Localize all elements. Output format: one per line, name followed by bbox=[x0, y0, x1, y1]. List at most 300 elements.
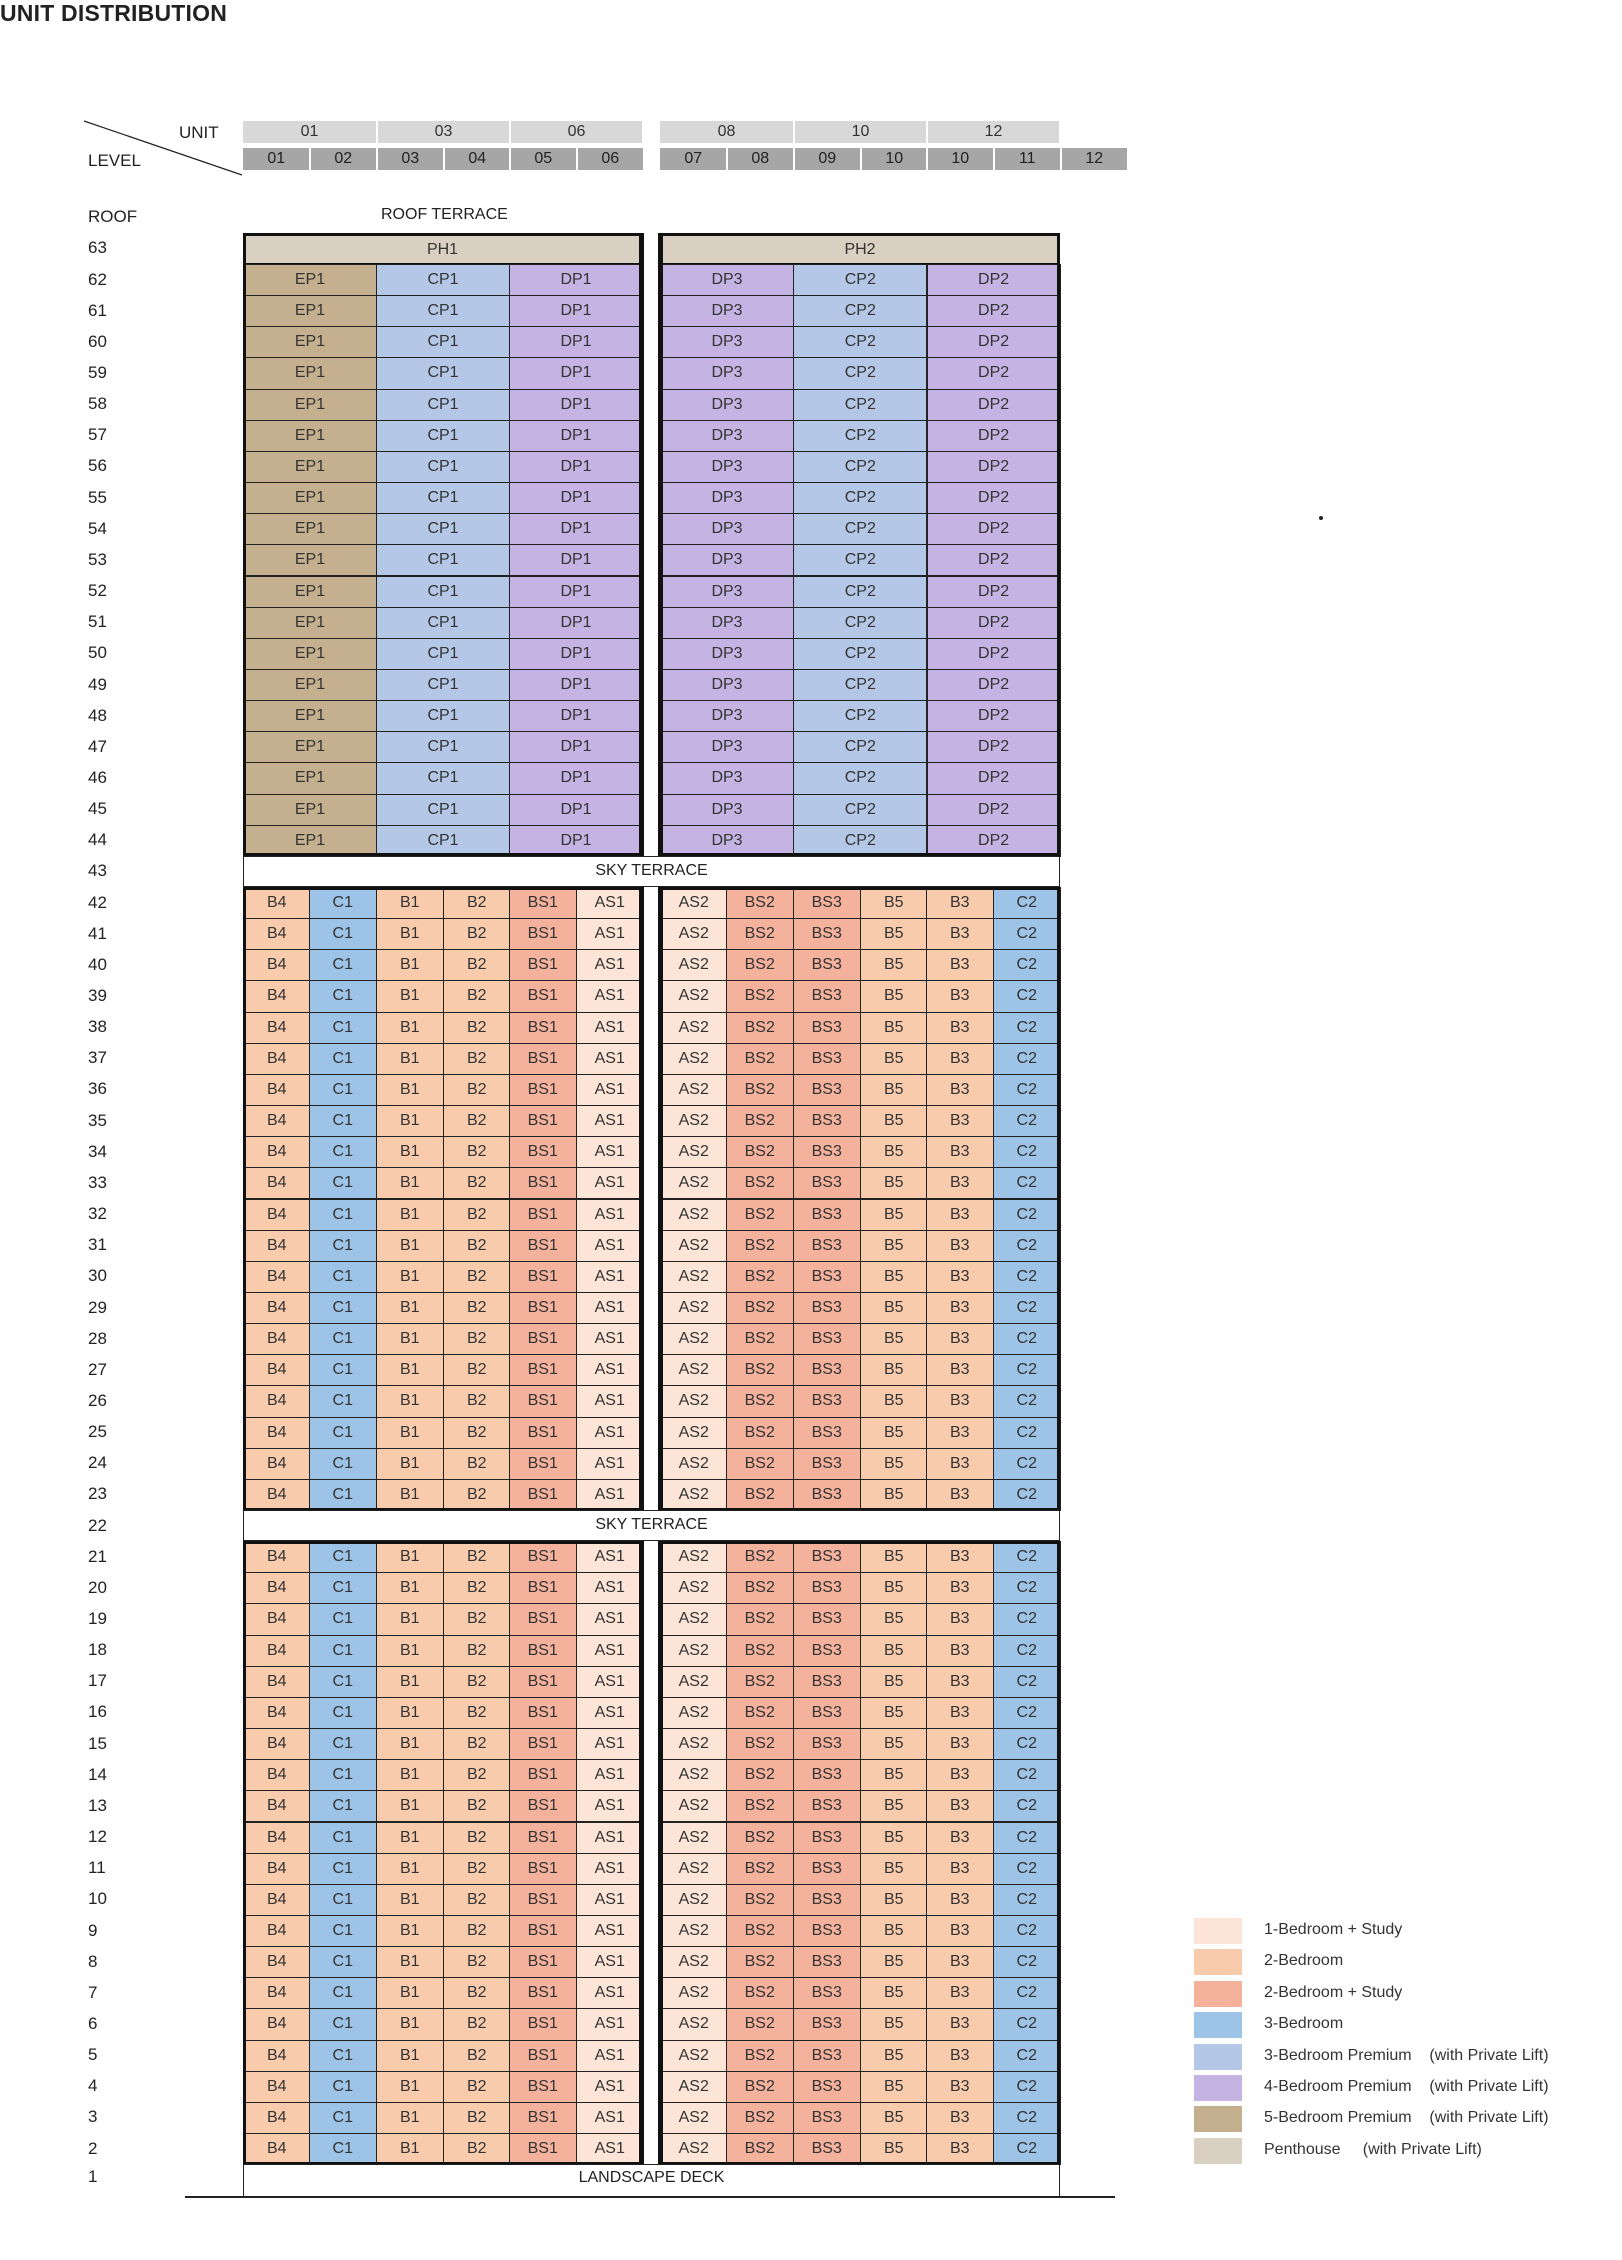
unit-cell: C2 bbox=[993, 1479, 1061, 1511]
unit-cell: B1 bbox=[376, 1977, 444, 2009]
unit-cell: C1 bbox=[309, 2071, 377, 2103]
unit-cell: B4 bbox=[243, 1822, 311, 1854]
unit-cell: B4 bbox=[243, 949, 311, 981]
unit-cell: BS3 bbox=[793, 1728, 861, 1760]
unit-cell: B1 bbox=[376, 1572, 444, 1604]
roof-terrace-label: ROOF TERRACE bbox=[381, 206, 508, 223]
unit-cell: B1 bbox=[376, 1261, 444, 1293]
unit-cell: BS3 bbox=[793, 1572, 861, 1604]
unit-cell: CP2 bbox=[793, 326, 927, 358]
unit-cell: B1 bbox=[376, 1323, 444, 1355]
unit-cell: DP1 bbox=[509, 544, 643, 576]
unit-cell: B5 bbox=[860, 1572, 928, 1604]
unit-cell: B4 bbox=[243, 887, 311, 919]
unit-cell: B4 bbox=[243, 1012, 311, 1044]
unit-cell: BS1 bbox=[509, 1541, 577, 1573]
unit-cell: C1 bbox=[309, 1946, 377, 1978]
unit-cell: AS2 bbox=[660, 1977, 728, 2009]
unit-cell: CP1 bbox=[376, 420, 510, 452]
unit-cell: DP3 bbox=[660, 264, 794, 296]
unit-cell: DP3 bbox=[660, 420, 794, 452]
unit-cell: BS2 bbox=[726, 1417, 794, 1449]
unit-cell: C2 bbox=[993, 1946, 1061, 1978]
unit-cell: B5 bbox=[860, 1136, 928, 1168]
unit-cell: B3 bbox=[926, 980, 994, 1012]
unit-cell: BS2 bbox=[726, 1884, 794, 1916]
unit-cell: BS3 bbox=[793, 1323, 861, 1355]
legend-swatch bbox=[1194, 1981, 1242, 2007]
unit-cell: DP1 bbox=[509, 326, 643, 358]
unit-cell: B2 bbox=[443, 1541, 511, 1573]
unit-cell: B5 bbox=[860, 1479, 928, 1511]
unit-cell: AS2 bbox=[660, 1822, 728, 1854]
unit-cell: BS1 bbox=[509, 1759, 577, 1791]
legend-label: 3-Bedroom bbox=[1264, 2015, 1344, 2033]
unit-cell: DP2 bbox=[927, 576, 1061, 608]
unit-cell: AS2 bbox=[660, 1074, 728, 1106]
unit-cell: BS1 bbox=[509, 1105, 577, 1137]
unit-cell: BS2 bbox=[726, 1541, 794, 1573]
unit-cell: BS1 bbox=[509, 1977, 577, 2009]
level-label: 32 bbox=[88, 1204, 107, 1224]
unit-cell: AS1 bbox=[576, 2008, 644, 2040]
unit-cell: BS2 bbox=[726, 2071, 794, 2103]
unit-cell: BS3 bbox=[793, 1603, 861, 1635]
unit-cell: B2 bbox=[443, 1884, 511, 1916]
unit-cell: B2 bbox=[443, 1167, 511, 1199]
legend-item bbox=[1194, 2106, 1594, 2132]
unit-cell: B4 bbox=[243, 2008, 311, 2040]
unit-cell: BS1 bbox=[509, 2102, 577, 2134]
unit-cell: DP2 bbox=[927, 389, 1061, 421]
unit-cell: BS2 bbox=[726, 1354, 794, 1386]
unit-cell: B2 bbox=[443, 1666, 511, 1698]
legend-swatch bbox=[1194, 2012, 1242, 2038]
unit-cell: BS2 bbox=[726, 980, 794, 1012]
unit-cell: B3 bbox=[926, 1385, 994, 1417]
unit-cell: DP1 bbox=[509, 576, 643, 608]
unit-cell: DP1 bbox=[509, 669, 643, 701]
unit-cell: BS1 bbox=[509, 1603, 577, 1635]
unit-cell: B2 bbox=[443, 1790, 511, 1822]
unit-cell: B4 bbox=[243, 918, 311, 950]
unit-cell: AS1 bbox=[576, 1448, 644, 1480]
unit-cell: C2 bbox=[993, 1354, 1061, 1386]
unit-cell: CP2 bbox=[793, 482, 927, 514]
unit-cell: DP3 bbox=[660, 762, 794, 794]
unit-cell: B5 bbox=[860, 918, 928, 950]
unit-cell: DP1 bbox=[509, 420, 643, 452]
unit-cell: B2 bbox=[443, 1385, 511, 1417]
unit-cell: BS3 bbox=[793, 1822, 861, 1854]
unit-cell: C2 bbox=[993, 1074, 1061, 1106]
legend-item bbox=[1194, 2044, 1594, 2070]
unit-cell: BS3 bbox=[793, 1759, 861, 1791]
unit-cell: B3 bbox=[926, 949, 994, 981]
level-label: 2 bbox=[88, 2138, 98, 2158]
unit-group-header: 01 bbox=[243, 121, 376, 143]
unit-cell: B4 bbox=[243, 1043, 311, 1075]
unit-cell: AS1 bbox=[576, 1199, 644, 1231]
unit-cell: BS1 bbox=[509, 1790, 577, 1822]
unit-cell: B2 bbox=[443, 1946, 511, 1978]
penthouse-ph1: PH1 bbox=[243, 233, 642, 264]
unit-cell: BS3 bbox=[793, 980, 861, 1012]
unit-cell: B5 bbox=[860, 1261, 928, 1293]
unit-cell: C1 bbox=[309, 918, 377, 950]
unit-cell: BS3 bbox=[793, 1790, 861, 1822]
unit-cell: DP3 bbox=[660, 389, 794, 421]
unit-cell: B1 bbox=[376, 1385, 444, 1417]
unit-cell: DP2 bbox=[927, 700, 1061, 732]
legend-label: Penthouse (with Private Lift) bbox=[1264, 2140, 1482, 2158]
unit-cell: BS2 bbox=[726, 1230, 794, 1262]
unit-cell: C1 bbox=[309, 1697, 377, 1729]
unit-cell: DP2 bbox=[927, 638, 1061, 670]
unit-cell: AS2 bbox=[660, 1323, 728, 1355]
unit-cell: B2 bbox=[443, 2040, 511, 2072]
unit-cell: B5 bbox=[860, 1759, 928, 1791]
unit-cell: DP3 bbox=[660, 794, 794, 826]
unit-cell: CP2 bbox=[793, 544, 927, 576]
unit-cell: C2 bbox=[993, 1292, 1061, 1324]
unit-cell: AS1 bbox=[576, 1385, 644, 1417]
unit-cell: B2 bbox=[443, 1012, 511, 1044]
unit-cell: CP2 bbox=[793, 576, 927, 608]
unit-cell: B3 bbox=[926, 1977, 994, 2009]
unit-cell: AS1 bbox=[576, 1915, 644, 1947]
unit-number-header: 06 bbox=[576, 148, 643, 170]
unit-cell: BS2 bbox=[726, 1012, 794, 1044]
unit-cell: B2 bbox=[443, 980, 511, 1012]
unit-cell: BS2 bbox=[726, 1385, 794, 1417]
unit-cell: C1 bbox=[309, 1043, 377, 1075]
unit-cell: B2 bbox=[443, 1292, 511, 1324]
unit-cell: AS1 bbox=[576, 1043, 644, 1075]
unit-cell: C1 bbox=[309, 1822, 377, 1854]
unit-cell: C2 bbox=[993, 1697, 1061, 1729]
unit-cell: C2 bbox=[993, 980, 1061, 1012]
unit-cell: CP2 bbox=[793, 638, 927, 670]
unit-cell: DP1 bbox=[509, 794, 643, 826]
unit-cell: BS1 bbox=[509, 1136, 577, 1168]
landscape-deck-banner: LANDSCAPE DECK bbox=[243, 2164, 1060, 2197]
unit-cell: DP3 bbox=[660, 544, 794, 576]
unit-cell: AS1 bbox=[576, 1977, 644, 2009]
unit-cell: AS2 bbox=[660, 1230, 728, 1262]
unit-cell: AS1 bbox=[576, 1354, 644, 1386]
unit-cell: C2 bbox=[993, 2040, 1061, 2072]
unit-cell: B1 bbox=[376, 1354, 444, 1386]
core-gap bbox=[642, 233, 660, 856]
level-label: 12 bbox=[88, 1827, 107, 1847]
unit-cell: CP1 bbox=[376, 607, 510, 639]
unit-cell: B3 bbox=[926, 918, 994, 950]
unit-cell: B2 bbox=[443, 2133, 511, 2165]
unit-cell: DP1 bbox=[509, 607, 643, 639]
unit-cell: AS1 bbox=[576, 918, 644, 950]
unit-cell: C2 bbox=[993, 1666, 1061, 1698]
unit-cell: B1 bbox=[376, 1105, 444, 1137]
legend-item bbox=[1194, 2012, 1594, 2038]
unit-cell: C1 bbox=[309, 1977, 377, 2009]
unit-cell: B1 bbox=[376, 2008, 444, 2040]
unit-cell: B4 bbox=[243, 1915, 311, 1947]
unit-cell: B2 bbox=[443, 949, 511, 981]
unit-cell: B5 bbox=[860, 1167, 928, 1199]
unit-cell: DP3 bbox=[660, 576, 794, 608]
unit-cell: B2 bbox=[443, 1261, 511, 1293]
unit-number-header: 10 bbox=[860, 148, 927, 170]
unit-cell: DP3 bbox=[660, 638, 794, 670]
unit-cell: B4 bbox=[243, 1105, 311, 1137]
unit-cell: BS3 bbox=[793, 2071, 861, 2103]
unit-cell: EP1 bbox=[243, 295, 377, 327]
unit-cell: BS2 bbox=[726, 1292, 794, 1324]
level-label: 20 bbox=[88, 1577, 107, 1597]
unit-cell: AS1 bbox=[576, 2040, 644, 2072]
unit-cell: B4 bbox=[243, 1697, 311, 1729]
level-label: 27 bbox=[88, 1359, 107, 1379]
unit-cell: AS2 bbox=[660, 2008, 728, 2040]
unit-cell: DP3 bbox=[660, 669, 794, 701]
unit-cell: AS1 bbox=[576, 1012, 644, 1044]
unit-cell: B1 bbox=[376, 887, 444, 919]
unit-cell: B4 bbox=[243, 1946, 311, 1978]
unit-cell: B3 bbox=[926, 2008, 994, 2040]
unit-cell: B4 bbox=[243, 1603, 311, 1635]
unit-cell: BS2 bbox=[726, 1105, 794, 1137]
unit-cell: C1 bbox=[309, 1728, 377, 1760]
unit-cell: DP1 bbox=[509, 731, 643, 763]
unit-cell: CP2 bbox=[793, 264, 927, 296]
unit-cell: AS1 bbox=[576, 1136, 644, 1168]
unit-cell: DP1 bbox=[509, 513, 643, 545]
unit-cell: C1 bbox=[309, 1074, 377, 1106]
unit-cell: DP2 bbox=[927, 544, 1061, 576]
unit-cell: BS1 bbox=[509, 1385, 577, 1417]
unit-cell: CP1 bbox=[376, 357, 510, 389]
unit-cell: B2 bbox=[443, 2102, 511, 2134]
unit-group-header: 08 bbox=[660, 121, 793, 143]
level-label: 15 bbox=[88, 1733, 107, 1753]
unit-cell: EP1 bbox=[243, 357, 377, 389]
unit-cell: CP2 bbox=[793, 295, 927, 327]
unit-cell: DP1 bbox=[509, 451, 643, 483]
unit-cell: B1 bbox=[376, 1043, 444, 1075]
unit-cell: DP2 bbox=[927, 264, 1061, 296]
unit-cell: B3 bbox=[926, 1572, 994, 1604]
unit-cell: B3 bbox=[926, 1884, 994, 1916]
unit-cell: B3 bbox=[926, 1666, 994, 1698]
level-label: 56 bbox=[88, 456, 107, 476]
unit-cell: AS1 bbox=[576, 2102, 644, 2134]
unit-cell: BS2 bbox=[726, 2133, 794, 2165]
unit-cell: C1 bbox=[309, 1790, 377, 1822]
unit-cell: BS2 bbox=[726, 1915, 794, 1947]
level-label: 7 bbox=[88, 1982, 98, 2002]
level-label: 55 bbox=[88, 487, 107, 507]
unit-cell: B5 bbox=[860, 1043, 928, 1075]
penthouse-ph2: PH2 bbox=[660, 233, 1060, 264]
unit-cell: B5 bbox=[860, 1385, 928, 1417]
unit-cell: BS1 bbox=[509, 1915, 577, 1947]
unit-cell: B2 bbox=[443, 1354, 511, 1386]
unit-cell: AS2 bbox=[660, 2071, 728, 2103]
level-label: 34 bbox=[88, 1141, 107, 1161]
unit-cell: AS2 bbox=[660, 1946, 728, 1978]
unit-cell: AS1 bbox=[576, 1759, 644, 1791]
level-label: 31 bbox=[88, 1235, 107, 1255]
unit-cell: BS2 bbox=[726, 1728, 794, 1760]
unit-cell: C1 bbox=[309, 1105, 377, 1137]
unit-cell: AS1 bbox=[576, 1261, 644, 1293]
unit-cell: AS2 bbox=[660, 2102, 728, 2134]
unit-cell: BS1 bbox=[509, 1479, 577, 1511]
level-label: 35 bbox=[88, 1110, 107, 1130]
level-label: 24 bbox=[88, 1453, 107, 1473]
unit-cell: DP1 bbox=[509, 264, 643, 296]
core-gap bbox=[642, 887, 660, 1510]
unit-cell: BS3 bbox=[793, 1853, 861, 1885]
unit-cell: B2 bbox=[443, 1853, 511, 1885]
legend-swatch bbox=[1194, 2106, 1242, 2132]
unit-cell: B4 bbox=[243, 1635, 311, 1667]
unit-cell: BS2 bbox=[726, 1572, 794, 1604]
unit-cell: B4 bbox=[243, 1572, 311, 1604]
unit-cell: BS2 bbox=[726, 1759, 794, 1791]
unit-cell: AS1 bbox=[576, 2133, 644, 2165]
unit-cell: DP1 bbox=[509, 482, 643, 514]
level-label: 14 bbox=[88, 1764, 107, 1784]
unit-cell: C1 bbox=[309, 1853, 377, 1885]
unit-cell: BS1 bbox=[509, 1697, 577, 1729]
unit-cell: B3 bbox=[926, 2133, 994, 2165]
unit-cell: B1 bbox=[376, 1946, 444, 1978]
unit-cell: C1 bbox=[309, 1603, 377, 1635]
unit-cell: C2 bbox=[993, 2008, 1061, 2040]
unit-cell: B4 bbox=[243, 980, 311, 1012]
unit-cell: C1 bbox=[309, 1323, 377, 1355]
unit-cell: B1 bbox=[376, 1790, 444, 1822]
unit-cell: B3 bbox=[926, 1230, 994, 1262]
unit-number-header: 01 bbox=[243, 148, 310, 170]
unit-cell: EP1 bbox=[243, 326, 377, 358]
unit-cell: BS2 bbox=[726, 1261, 794, 1293]
unit-cell: AS2 bbox=[660, 1448, 728, 1480]
legend-item bbox=[1194, 2075, 1594, 2101]
legend-swatch bbox=[1194, 2075, 1242, 2101]
level-label: 16 bbox=[88, 1702, 107, 1722]
unit-cell: DP3 bbox=[660, 326, 794, 358]
unit-cell: B5 bbox=[860, 1292, 928, 1324]
unit-cell: B4 bbox=[243, 1261, 311, 1293]
unit-cell: B3 bbox=[926, 1759, 994, 1791]
level-label: 48 bbox=[88, 705, 107, 725]
legend-label: 1-Bedroom + Study bbox=[1264, 1921, 1403, 1938]
unit-cell: C1 bbox=[309, 1479, 377, 1511]
unit-cell: AS1 bbox=[576, 1230, 644, 1262]
unit-number-header: 04 bbox=[443, 148, 510, 170]
level-header-label: LEVEL bbox=[88, 151, 141, 170]
unit-cell: C2 bbox=[993, 1790, 1061, 1822]
unit-cell: AS2 bbox=[660, 1572, 728, 1604]
unit-cell: B2 bbox=[443, 1635, 511, 1667]
unit-cell: BS2 bbox=[726, 2008, 794, 2040]
unit-cell: B3 bbox=[926, 1105, 994, 1137]
unit-cell: AS2 bbox=[660, 1541, 728, 1573]
unit-cell: EP1 bbox=[243, 389, 377, 421]
unit-cell: BS3 bbox=[793, 1354, 861, 1386]
unit-cell: C2 bbox=[993, 1261, 1061, 1293]
unit-cell: B5 bbox=[860, 1822, 928, 1854]
level-label: 33 bbox=[88, 1172, 107, 1192]
unit-cell: B4 bbox=[243, 1790, 311, 1822]
unit-cell: B5 bbox=[860, 1105, 928, 1137]
legend-item bbox=[1194, 1949, 1594, 1975]
unit-cell: B1 bbox=[376, 1012, 444, 1044]
unit-cell: B2 bbox=[443, 1417, 511, 1449]
legend bbox=[1194, 1918, 1594, 2158]
level-label: 37 bbox=[88, 1048, 107, 1068]
unit-cell: EP1 bbox=[243, 482, 377, 514]
unit-cell: B3 bbox=[926, 1074, 994, 1106]
unit-cell: B2 bbox=[443, 2008, 511, 2040]
unit-cell: CP2 bbox=[793, 420, 927, 452]
unit-cell: EP1 bbox=[243, 638, 377, 670]
unit-cell: C2 bbox=[993, 1853, 1061, 1885]
unit-header-label: UNIT bbox=[179, 123, 219, 142]
unit-cell: AS2 bbox=[660, 980, 728, 1012]
unit-cell: CP1 bbox=[376, 825, 510, 857]
unit-cell: BS2 bbox=[726, 1448, 794, 1480]
unit-cell: C1 bbox=[309, 1759, 377, 1791]
unit-cell: B3 bbox=[926, 1541, 994, 1573]
unit-cell: DP2 bbox=[927, 731, 1061, 763]
unit-cell: AS1 bbox=[576, 980, 644, 1012]
unit-cell: BS2 bbox=[726, 1946, 794, 1978]
level-label: 9 bbox=[88, 1920, 98, 1940]
unit-cell: B5 bbox=[860, 1417, 928, 1449]
unit-cell: B5 bbox=[860, 1790, 928, 1822]
unit-cell: DP1 bbox=[509, 825, 643, 857]
unit-cell: AS2 bbox=[660, 1728, 728, 1760]
level-label: 54 bbox=[88, 518, 107, 538]
unit-cell: DP2 bbox=[927, 451, 1061, 483]
unit-cell: EP1 bbox=[243, 420, 377, 452]
unit-cell: EP1 bbox=[243, 451, 377, 483]
unit-cell: AS2 bbox=[660, 1292, 728, 1324]
unit-cell: AS2 bbox=[660, 1043, 728, 1075]
level-label: 51 bbox=[88, 612, 107, 632]
unit-cell: BS1 bbox=[509, 1822, 577, 1854]
unit-cell: B5 bbox=[860, 1946, 928, 1978]
level-label: 10 bbox=[88, 1889, 107, 1909]
level-label: 11 bbox=[88, 1858, 106, 1878]
unit-cell: B1 bbox=[376, 2133, 444, 2165]
unit-cell: C2 bbox=[993, 1603, 1061, 1635]
unit-cell: DP2 bbox=[927, 420, 1061, 452]
unit-cell: C2 bbox=[993, 1417, 1061, 1449]
unit-cell: CP1 bbox=[376, 762, 510, 794]
unit-cell: B5 bbox=[860, 1666, 928, 1698]
unit-cell: B5 bbox=[860, 2071, 928, 2103]
unit-cell: BS1 bbox=[509, 949, 577, 981]
unit-cell: BS3 bbox=[793, 2102, 861, 2134]
core-gap bbox=[642, 1541, 660, 2164]
unit-cell: C2 bbox=[993, 1977, 1061, 2009]
unit-cell: B5 bbox=[860, 887, 928, 919]
